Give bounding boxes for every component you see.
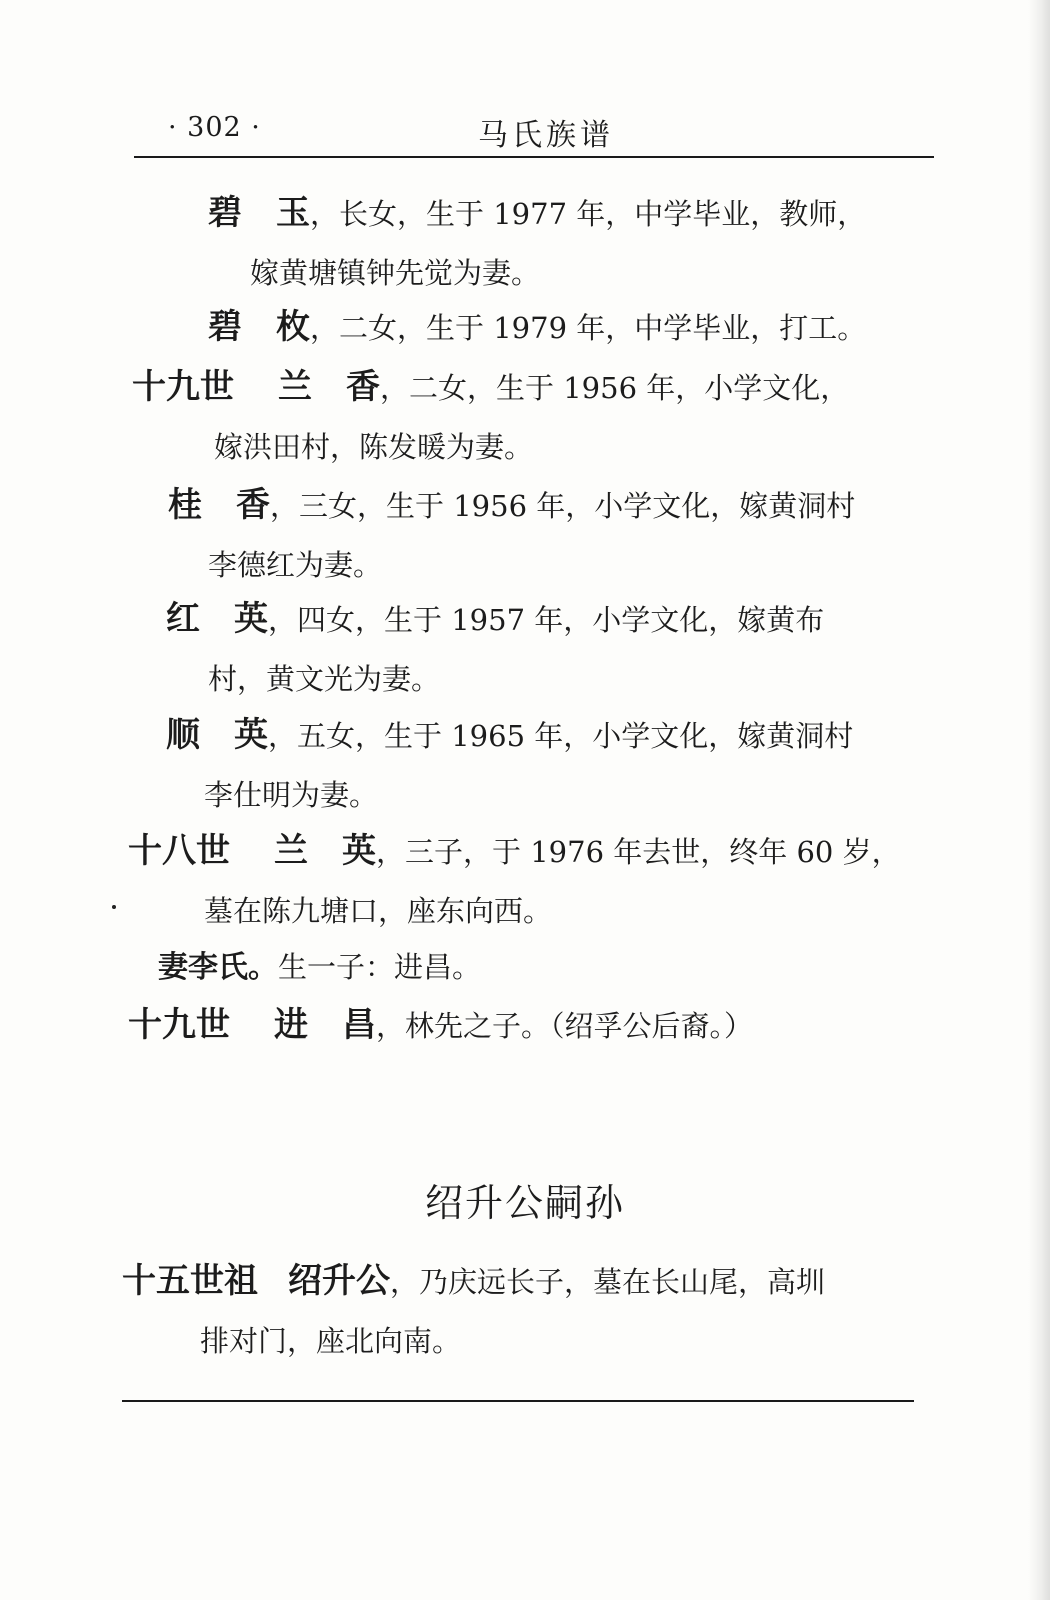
genealogy-entry [166,590,824,708]
entry-continuation: 村，黄文光为妻。 [208,662,441,696]
entry-text: ，二女，生于 1956 年，小学文化， [380,371,850,405]
person-name: 碧 玉 [208,193,310,233]
generation-label: 十九世 [132,367,234,407]
genealogy-entry [168,476,855,594]
book-title: 马氏族谱 [478,118,614,153]
entry-text: ，五女，生于 1965 年，小学文化，嫁黄洞村 [268,719,854,753]
genealogy-entry [208,298,866,358]
person-name: 绍升公 [288,1261,390,1301]
entry-text: ，二女，生于 1979 年，中学毕业，打工。 [310,311,867,345]
generation-label: 十九世 [128,1005,230,1045]
entry-text: ，三女，生于 1956 年，小学文化，嫁黄洞村 [270,489,856,523]
generation-label: 十五世祖 [122,1261,258,1301]
entry-continuation: 李德红为妻。 [208,548,383,582]
entry-text: ，林先之子。（绍孚公后裔。） [376,1009,754,1043]
spouse-label: 妻李氏。 [158,950,278,985]
person-name: 兰 英 [274,831,376,871]
header-rule [134,156,934,158]
person-name: 桂 香 [168,485,270,525]
genealogy-entry [128,996,753,1056]
page-number: · 302 · [168,112,261,143]
stray-ink-dot [112,905,116,909]
person-name: 红 英 [166,599,268,639]
entry-text: 生一子：进昌。 [278,950,482,984]
person-name: 顺 英 [166,715,268,755]
person-name: 碧 枚 [208,307,310,347]
footer-rule [122,1400,914,1402]
genealogy-entry [158,938,481,997]
entry-continuation: 李仕明为妻。 [204,778,379,812]
person-name: 兰 香 [278,367,380,407]
entry-continuation: 墓在陈九塘口，座东向西。 [204,894,553,928]
genealogy-entry [122,1252,825,1370]
genealogy-entry [166,706,853,824]
entry-continuation: 排对门，座北向南。 [200,1324,462,1358]
entry-text: ，三子，于 1976 年去世，终年 60 岁， [376,835,901,869]
genealogy-entry [128,822,901,940]
entry-text: ，四女，生于 1957 年，小学文化，嫁黄布 [268,603,825,637]
generation-label: 十八世 [128,831,230,871]
genealogy-entry [132,358,849,476]
page-spine-shadow [1028,0,1050,1600]
person-name: 进 昌 [274,1005,376,1045]
entry-continuation: 嫁黄塘镇钟先觉为妻。 [250,256,541,290]
genealogy-entry [208,184,866,302]
section-heading: 绍升公嗣孙 [424,1181,625,1225]
entry-continuation: 嫁洪田村，陈发暖为妻。 [214,430,534,464]
entry-text: ，长女，生于 1977 年，中学毕业，教师， [310,197,867,231]
entry-text: ，乃庆远长子，墓在长山尾，高圳 [390,1265,826,1299]
